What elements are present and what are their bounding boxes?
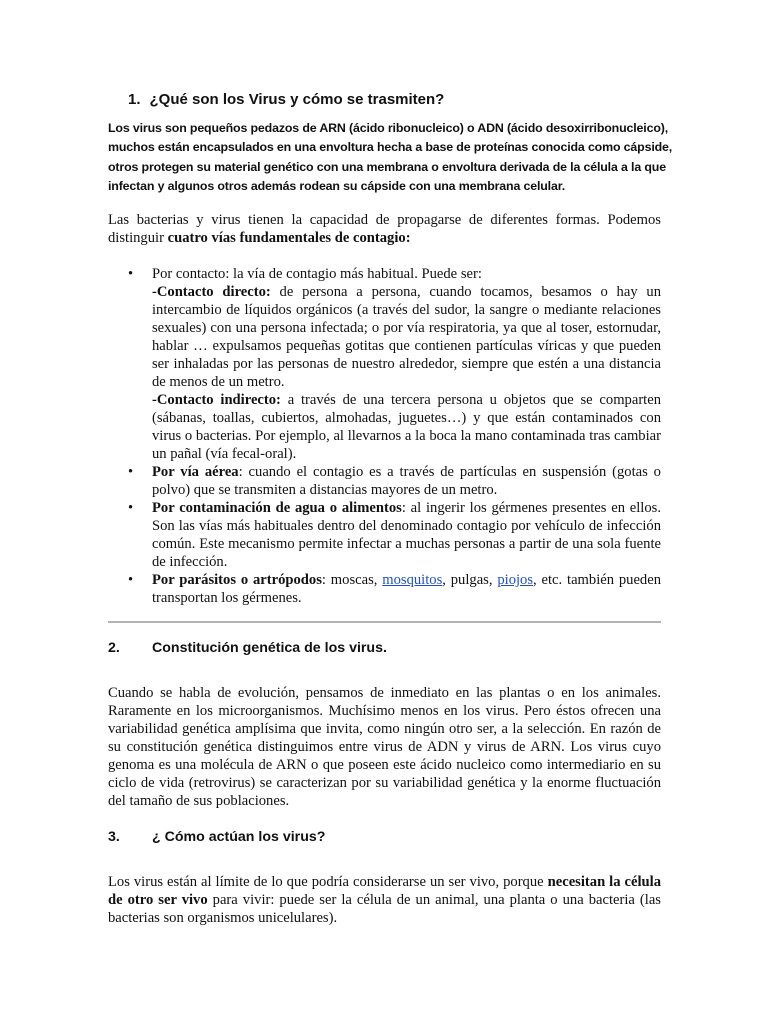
- contagion-paragraph: [108, 211, 661, 247]
- bullet-icon: •: [128, 464, 134, 480]
- parasites-text-b: , pulgas,: [442, 572, 498, 588]
- section-3-title: ¿ Cómo actúan los virus?: [152, 829, 326, 845]
- section-3-text-end: para vivir: puede ser la célula de un animal, una planta o una bacteria (las bacterias son organismos unicelulares).: [108, 892, 661, 926]
- section-2-heading: [108, 640, 387, 656]
- section-3-text-start: Los virus están al límite de lo que podría considerarse un ser vivo, porque: [108, 874, 548, 890]
- contagion-paragraph-text: Las bacterias y virus tienen la capacidad de propagarse de diferentes formas. Podemos distinguir: [108, 212, 661, 246]
- water-label: Por contaminación de agua o alimentos: [152, 500, 402, 516]
- section-divider: [108, 621, 661, 623]
- contagion-paragraph-bold: cuatro vías fundamentales de contagio:: [167, 230, 411, 246]
- mosquitos-link[interactable]: mosquitos: [382, 572, 443, 588]
- contact-indirect: [152, 391, 661, 463]
- list-item-parasites: [128, 571, 661, 607]
- air-text: : cuando el contagio es a través de partículas en suspensión (gotas o polvo) que se transmiten a distancias mayores de un metro.: [152, 464, 661, 498]
- parasites-text-a: : moscas,: [321, 572, 383, 588]
- intro-line: Los virus son pequeños pedazos de ARN (ácido ribonucleico) o ADN (ácido desoxirribonucleico),: [108, 121, 669, 135]
- contact-direct-text: de persona a persona, cuando tocamos, besamos o hay un intercambio de líquidos orgánicos (a través del sudor, la sangre o mediante relaciones sexuales) con una persona infectada; o por vía respiratoria, ya que al toser, estornudar, hablar … expulsamos pequeñas gotitas que contienen partículas víricas y que pueden ser inhaladas por las personas de nuestro alrededor, siempre que estén a una distancia de menos de un metro.: [152, 284, 661, 390]
- section-2-paragraph: Cuando se habla de evolución, pensamos de inmediato en las plantas o en los animales. Raramente en los microorganismos. Muchísimo menos en los virus. Pero éstos ofrecen una variabilidad genética amplísima que invita, como ningún otro ser, a la selección. En razón de su constitución genética distinguimos entre virus de ADN y virus de ARN. Los virus cuyo genoma es una molécula de ARN o que poseen este ácido nucleico como intermediario en su ciclo de vida (retrovirus) se caracterizan por su variabilidad genética y la enorme fluctuación del tamaño de sus poblaciones.: [108, 685, 661, 809]
- contact-intro: Por contacto: la vía de contagio más habitual. Puede ser:: [152, 266, 482, 282]
- contact-indirect-text: a través de una tercera persona u objetos que se comparten (sábanas, toallas, cubiertos, almohadas, juguetes…) y que están contaminados con virus o bacterias. Por ejemplo, al llevarnos a la boca la mano contaminada tras cambiar un pañal (vía fecal-oral).: [152, 392, 662, 462]
- section-3-paragraph: [108, 873, 661, 927]
- intro-line: otros protegen su material genético con una membrana o envoltura derivada de la célula a la que: [108, 159, 666, 174]
- section-1-title: ¿Qué son los Virus y cómo se trasmiten?: [149, 91, 445, 108]
- parasites-label: Por parásitos o artrópodos: [152, 572, 322, 588]
- section-1-number: 1.: [128, 91, 141, 108]
- section-3-bold: necesitan la célula de otro ser vivo: [108, 874, 661, 908]
- list-item-air: [128, 463, 661, 499]
- parasites-text-c: , etc. también pueden transportan los gérmenes.: [152, 572, 661, 606]
- air-label: Por vía aérea: [152, 464, 239, 480]
- section-3-heading: [108, 829, 325, 845]
- contagion-ways-list: [128, 265, 661, 607]
- bullet-icon: •: [128, 572, 134, 588]
- contact-direct: [152, 283, 661, 391]
- bullet-icon: •: [128, 500, 134, 516]
- contact-direct-label: -Contacto directo:: [152, 284, 271, 300]
- list-item-water: [128, 499, 661, 571]
- section-2-title: Constitución genética de los virus.: [152, 640, 387, 656]
- section-3-number: 3.: [108, 829, 120, 845]
- section-2-number: 2.: [108, 640, 120, 656]
- intro-line: muchos están encapsulados en una envoltura hecha a base de proteínas conocida como cápside,: [108, 140, 673, 155]
- intro-line: infectan y algunos otros además rodean su cápside con una membrana celular.: [108, 178, 565, 193]
- bullet-icon: •: [128, 266, 134, 282]
- list-item-contact: [128, 265, 661, 463]
- water-text: : al ingerir los gérmenes presentes en ellos. Son las vías más habituales dentro del denominado contagio por vehículo de infección común. Este mecanismo permite infectar a muchas personas a partir de una sola fuente de infección.: [152, 500, 661, 570]
- contact-indirect-label: -Contacto indirecto:: [152, 392, 281, 408]
- section-1-heading: [128, 91, 444, 108]
- section-1-intro: [108, 119, 673, 196]
- piojos-link[interactable]: piojos: [497, 572, 534, 588]
